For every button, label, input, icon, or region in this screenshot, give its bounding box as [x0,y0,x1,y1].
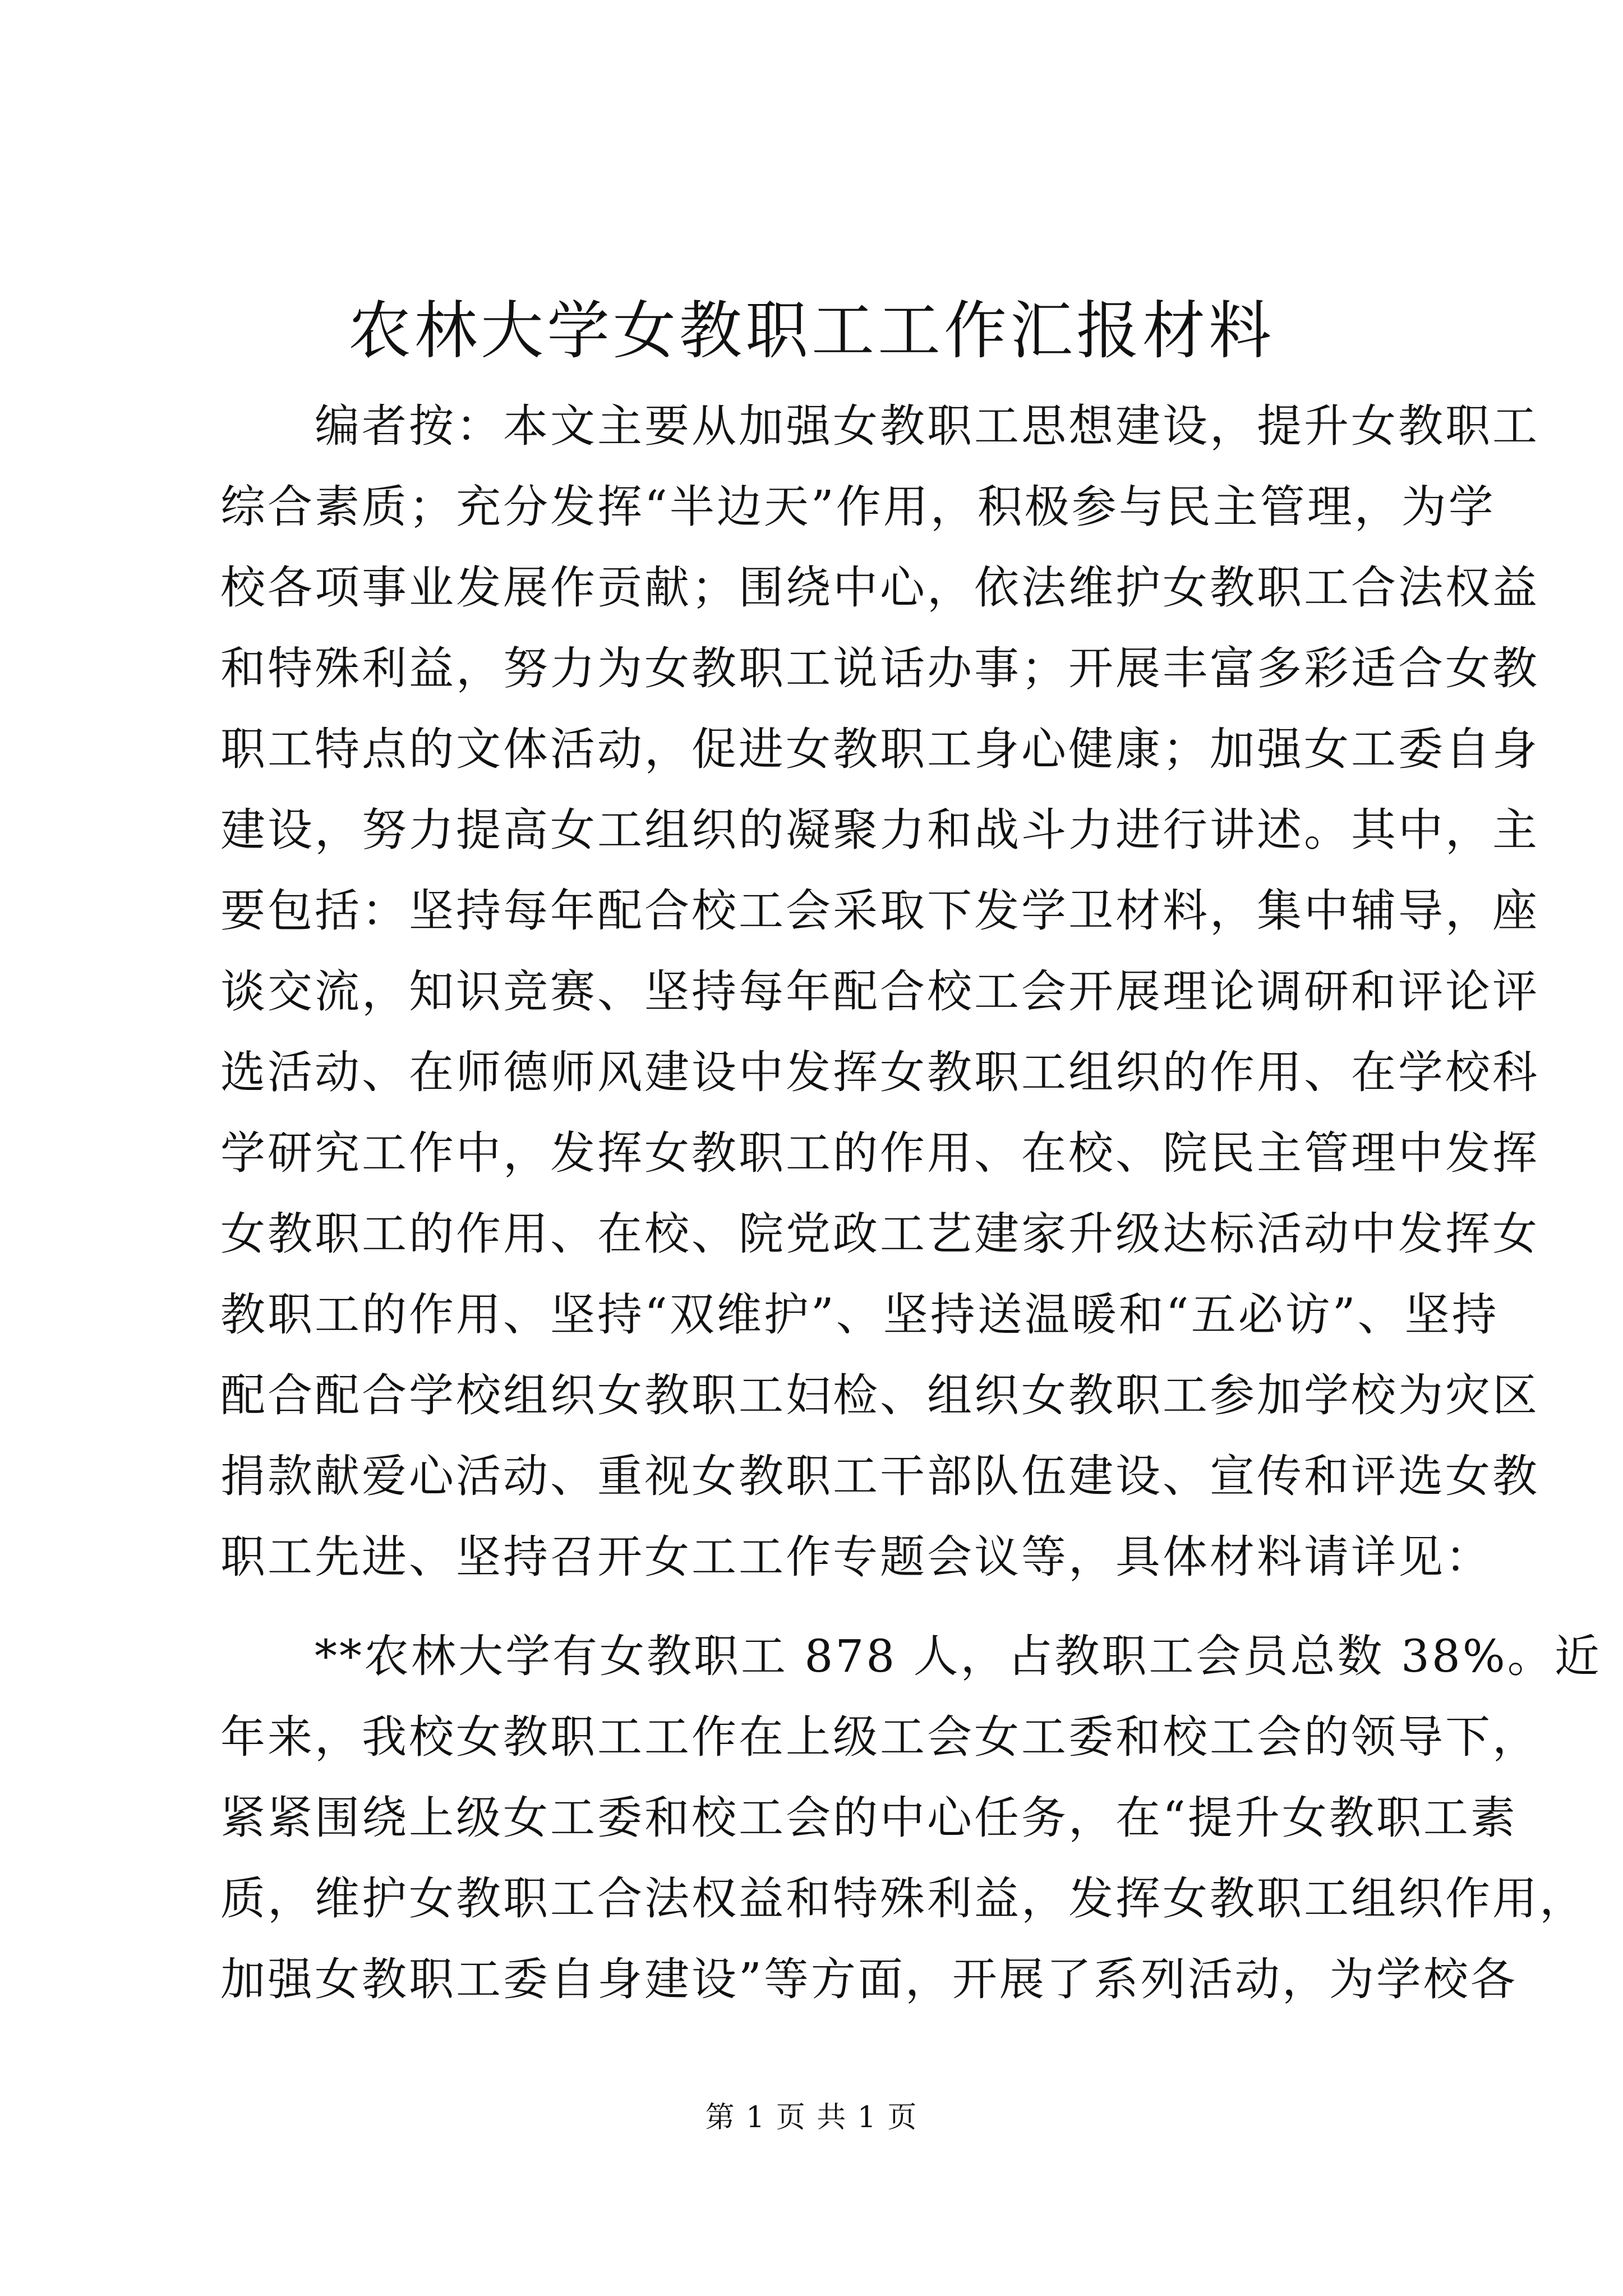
text-line: 配合配合学校组织女教职工妇检、组织女教职工参加学校为灾区 [220,1369,1539,1421]
document-title: 农林大学女教职工工作汇报材料 [348,295,1275,367]
text-line: **农林大学有女教职工 878 人，占教职工会员总数 38%。近 [220,1630,1602,1682]
text-line: 职工先进、坚持召开女工工作专题会议等，具体材料请详见： [220,1531,1492,1583]
text-line: 学研究工作中，发挥女教职工的作用、在校、院民主管理中发挥 [220,1127,1539,1179]
text-line: 选活动、在师德师风建设中发挥女教职工组织的作用、在学校科 [220,1046,1539,1098]
text-line: 和特殊利益，努力为女教职工说话办事；开展丰富多彩适合女教 [220,642,1539,694]
text-line: 职工特点的文体活动，促进女教职工身心健康；加强女工委自身 [220,723,1539,775]
text-line: 建设，努力提高女工组织的凝聚力和战斗力进行讲述。其中，主 [220,804,1539,856]
text-line: 综合素质；充分发挥“半边天”作用，积极参与民主管理，为学 [220,481,1496,533]
body-paragraph [220,1616,1602,2020]
text-line: 编者按：本文主要从加强女教职工思想建设，提升女教职工 [220,400,1539,452]
text-line: 加强女教职工委自身建设”等方面，开展了系列活动，为学校各 [220,1953,1518,2005]
text-line: 校各项事业发展作贡献；围绕中心，依法维护女教职工合法权益 [220,562,1539,614]
text-line: 谈交流，知识竞赛、坚持每年配合校工会开展理论调研和评论评 [220,965,1539,1018]
text-line: 紧紧围绕上级女工委和校工会的中心任务，在“提升女教职工素 [220,1792,1518,1844]
text-line: 教职工的作用、坚持“双维护”、坚持送温暖和“五必访”、坚持 [220,1289,1499,1341]
text-line: 女教职工的作用、在校、院党政工艺建家升级达标活动中发挥女 [220,1208,1539,1260]
text-line: 要包括：坚持每年配合校工会采取下发学卫材料，集中辅导，座 [220,885,1539,937]
editor-note-paragraph [220,386,1539,1598]
text-line: 年来，我校女教职工工作在上级工会女工委和校工会的领导下， [220,1711,1539,1763]
text-line: 质，维护女教职工合法权益和特殊利益，发挥女教职工组织作用， [220,1872,1587,1925]
page-footer: 第 1 页 共 1 页 [705,2101,918,2134]
text-line: 捐款献爱心活动、重视女教职工干部队伍建设、宣传和评选女教 [220,1450,1539,1502]
